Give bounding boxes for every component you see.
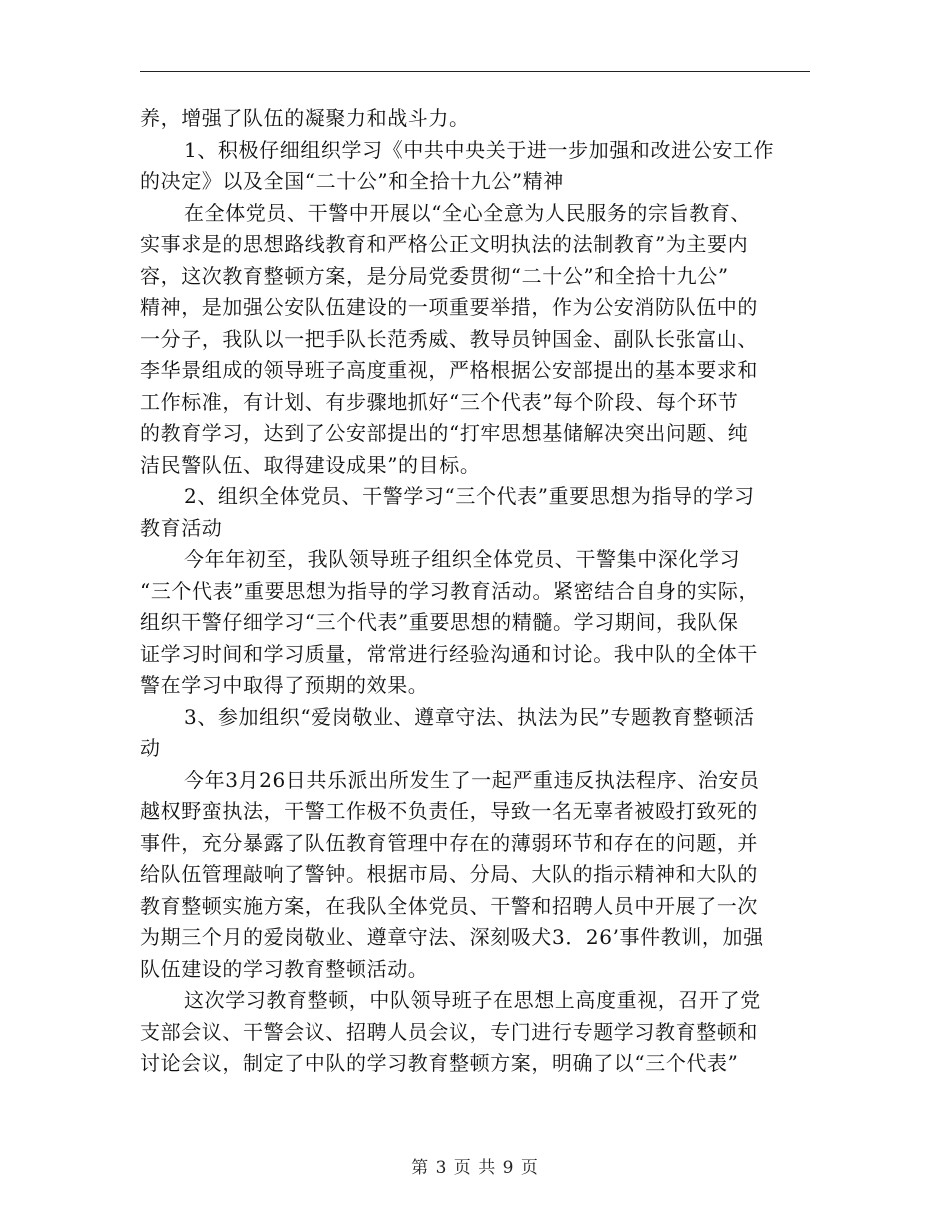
text-line: 的教育学习，达到了公安部提出的“打牢思想基储解决突出问题、纯 [140, 421, 749, 445]
text-line: 养，增强了队伍的凝聚力和战斗力。 [140, 106, 470, 130]
text-line: 教育整顿实施方案，在我队全体党员、干警和招聘人员中开展了一次 [140, 893, 758, 918]
paragraph-first-line: 2、组织全体党员、干警学习“三个代表”重要思想为指导的学习 [184, 484, 755, 508]
text-line: 越权野蛮执法，干警工作极不负责任，导致一名无辜者被殴打致死的 [140, 799, 758, 823]
text-line: 警在学习中取得了预期的效果。 [140, 673, 429, 697]
paragraph-first-line: 1、积极仔细组织学习《中共中央关于进一步加强和改进公安工作 [184, 137, 775, 162]
text-line: 精神，是加强公安队伍建设的一项重要举措，作为公安消防队伍中的 [140, 295, 758, 319]
text-line: 队伍建设的学习教育整顿活动。 [140, 956, 429, 981]
text-line: 工作标准，有计划、有步骤地抓好“三个代表”每个阶段、每个环节 [140, 389, 739, 414]
text-line: 教育活动 [140, 515, 223, 540]
header-rule [140, 71, 810, 72]
text-line: 支部会议、干警会议、招聘人员会议，专门进行专题学习教育整顿和 [140, 1019, 758, 1044]
text-line: 一分子，我队以一把手队长范秀威、教导员钟国金、副队长张富山、 [140, 326, 758, 351]
paragraph-first-line: 今年3月26日共乐派出所发生了一起严重违反执法程序、治安员 [184, 767, 760, 792]
paragraph-first-line: 3、参加组织“爱岗敬业、遵章守法、执法为民”专题教育整顿活 [184, 704, 755, 729]
paragraph-first-line: 今年年初至，我队领导班子组织全体党员、干警集中深化学习 [184, 547, 741, 571]
paragraph-first-line: 在全体党员、干警中开展以“全心全意为人民服务的宗旨教育、 [184, 200, 752, 225]
text-line: 证学习时间和学习质量，常常进行经验沟通和讨论。我中队的全体干 [140, 641, 758, 666]
document-body [140, 103, 812, 1080]
text-line: 组织干警仔细学习“三个代表”重要思想的精髓。学习期间，我队保 [140, 610, 739, 634]
text-line: 动 [140, 736, 161, 760]
text-line: 的决定》以及全国“二十公”和全拾十九公”精神 [140, 169, 564, 193]
text-line: 洁民警队伍、取得建设成果”的目标。 [140, 452, 481, 477]
text-line: 李华景组成的领导班子高度重视，严格根据公安部提出的基本要求和 [140, 358, 758, 382]
text-line: 为期三个月的爱岗敬业、遵章守法、深刻吸犬3．26’事件教训，加强 [140, 925, 764, 949]
paragraph-first-line: 这次学习教育整顿，中队领导班子在思想上高度重视，召开了党 [184, 988, 761, 1012]
text-line: 事件，充分暴露了队伍教育管理中存在的薄弱环节和存在的问题，并 [140, 830, 758, 855]
text-line: 容，这次教育整顿方案，是分局党委贯彻“二十公”和全拾十九公” [140, 263, 729, 288]
text-line: 给队伍管理敲响了警钟。根据市局、分局、大队的指示精神和大队的 [140, 862, 758, 886]
text-line: “三个代表”重要思想为指导的学习教育活动。紧密结合自身的实际， [140, 578, 760, 603]
page-number: 第 3 页 共 9 页 [411, 1158, 539, 1178]
text-line: 实事求是的思想路线教育和严格公正文明执法的法制教育”为主要内 [140, 232, 749, 256]
text-line: 讨论会议，制定了中队的学习教育整顿方案，明确了以“三个代表” [140, 1051, 739, 1075]
